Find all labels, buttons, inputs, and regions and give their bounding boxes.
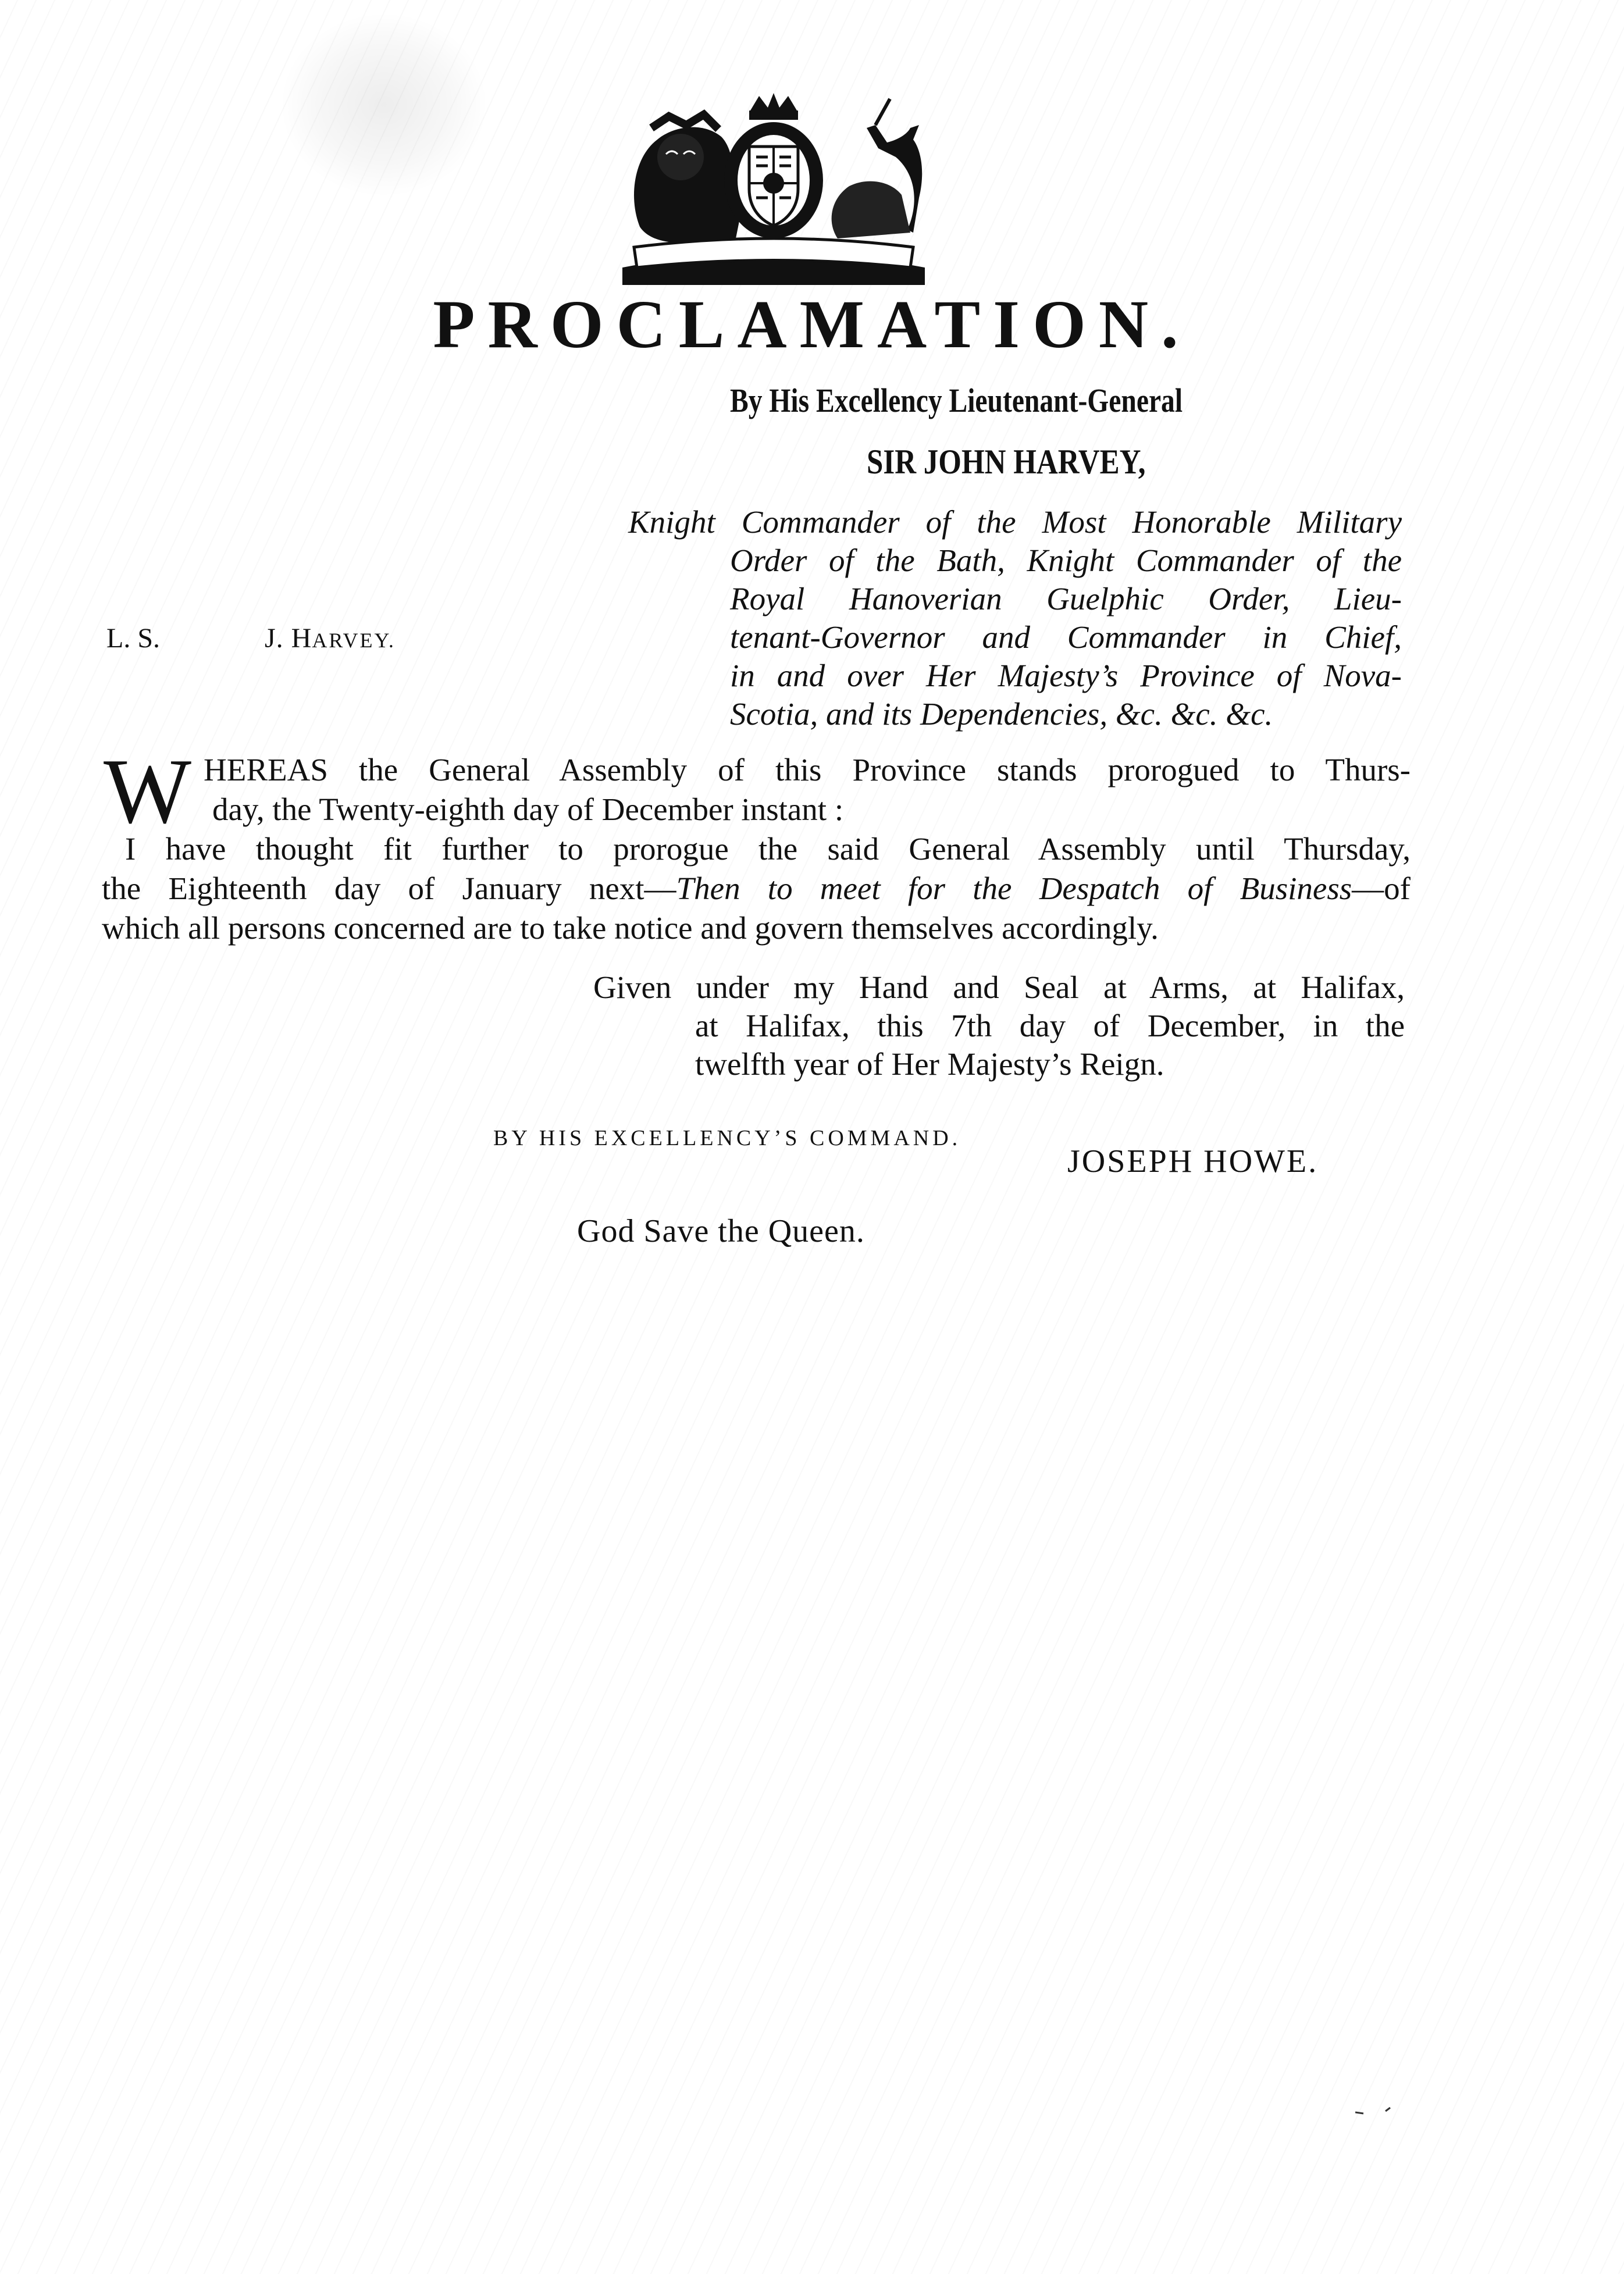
governor-title-line: in and over Her Majesty’s Province of Nova- — [730, 658, 1402, 693]
seal-mark: L. S. — [106, 623, 161, 654]
closing-line: God Save the Queen. — [577, 1213, 865, 1249]
ink-smudge — [279, 12, 489, 198]
print-specks — [1355, 2105, 1402, 2117]
governor-line: By His Excellency Lieutenant-General — [730, 382, 1183, 419]
body-line: day, the Twenty-eighth day of December instant : — [212, 792, 844, 827]
governor-title-line: tenant-Governor and Commander in Chief, — [730, 619, 1402, 655]
body-line-mixed — [102, 869, 1411, 908]
governor-title-line: Knight Commander of the Most Honorable Military — [628, 504, 1402, 540]
body-line: which all persons concerned are to take notice and govern themselves accordingly. — [102, 910, 1159, 946]
seal-signature — [265, 622, 396, 654]
governor-title-line: Royal Hanoverian Guelphic Order, Lieu- — [730, 581, 1402, 616]
governor-name: SIR JOHN HARVEY, — [867, 443, 1146, 481]
royal-coat-of-arms-icon — [617, 93, 931, 285]
body-line: HEREAS the General Assembly of this Province stands prorogued to Thurs- — [204, 752, 1411, 787]
command-line: BY HIS EXCELLENCY’S COMMAND. — [493, 1126, 961, 1150]
given-line: at Halifax, this 7th day of December, in the — [695, 1008, 1405, 1043]
governor-title-line: Scotia, and its Dependencies, &c. &c. &c. — [730, 696, 1273, 732]
governor-title-line: Order of the Bath, Knight Commander of the — [730, 543, 1402, 578]
proclamation-body — [102, 739, 1411, 948]
page-title: PROCLAMATION. — [433, 286, 1191, 362]
given-line: twelfth year of Her Majesty’s Reign. — [695, 1046, 1164, 1082]
signature-initial: J. H — [265, 623, 312, 654]
given-under-hand — [593, 968, 1405, 1083]
drop-cap: W — [104, 739, 192, 843]
secretary-signature: JOSEPH HOWE. — [1067, 1143, 1319, 1179]
body-text-run: the Eighteenth day of January next— — [102, 871, 676, 906]
signature-rest: ARVEY. — [312, 629, 396, 652]
given-line: Given under my Hand and Seal at Arms, at Halifax, — [593, 970, 1405, 1005]
governor-titles — [628, 503, 1402, 733]
body-line: I have thought fit further to prorogue the said General Assembly until Thursday, — [125, 831, 1411, 867]
body-italic-run: Then to meet for the Despatch of Business — [676, 871, 1352, 906]
body-text-run: —of — [1352, 871, 1411, 906]
